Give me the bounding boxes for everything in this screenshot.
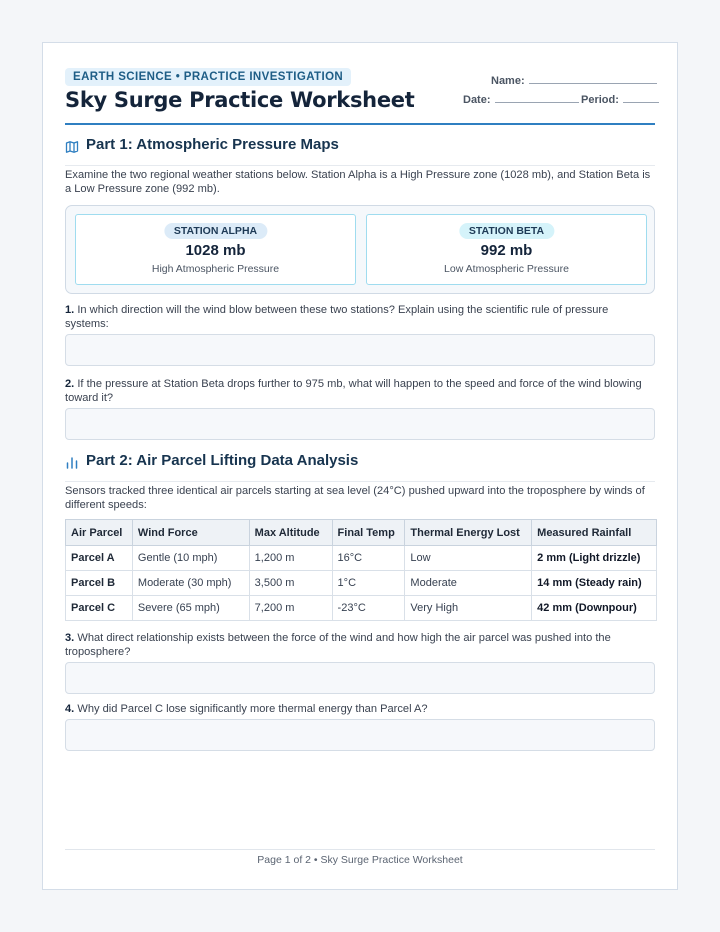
station-beta-value: 992 mb — [480, 242, 533, 259]
table-header: Measured Rainfall — [532, 520, 657, 546]
page-title: Sky Surge Practice Worksheet — [65, 88, 415, 112]
subject-badge: EARTH SCIENCE • PRACTICE INVESTIGATION — [65, 68, 351, 86]
worksheet-page — [42, 42, 678, 890]
table-cell: Very High — [405, 596, 532, 621]
stations-panel — [65, 205, 655, 294]
parcel-data-table — [65, 519, 657, 621]
table-header: Thermal Energy Lost — [405, 520, 532, 546]
table-header: Air Parcel — [66, 520, 133, 546]
table-cell: 1,200 m — [249, 546, 332, 571]
table-header: Final Temp — [332, 520, 405, 546]
name-label: Name: — [491, 75, 525, 87]
table-row — [66, 571, 657, 596]
station-beta-card — [366, 214, 647, 285]
question-4-text: Why did Parcel C lose significantly more thermal energy than Parcel A? — [74, 703, 428, 715]
answer-box-2[interactable] — [65, 408, 655, 440]
answer-box-1[interactable] — [65, 334, 655, 366]
table-header: Wind Force — [132, 520, 249, 546]
map-icon — [65, 140, 79, 154]
table-cell: Gentle (10 mph) — [132, 546, 249, 571]
part2-title: Part 2: Air Parcel Lifting Data Analysis — [86, 452, 359, 469]
worksheet-content — [65, 43, 655, 889]
table-cell: 16°C — [332, 546, 405, 571]
page-footer: Page 1 of 2 • Sky Surge Practice Worksheet — [257, 854, 463, 866]
table-cell: Parcel A — [66, 546, 133, 571]
name-field[interactable] — [491, 74, 657, 87]
part2-heading — [65, 452, 655, 482]
station-alpha-desc: High Atmospheric Pressure — [151, 263, 280, 275]
station-beta-label: STATION BETA — [459, 223, 554, 239]
header-divider — [65, 123, 655, 125]
table-row — [66, 546, 657, 571]
question-1 — [65, 303, 655, 331]
question-4 — [65, 702, 655, 716]
table-cell: 1°C — [332, 571, 405, 596]
table-header: Max Altitude — [249, 520, 332, 546]
part1-heading — [65, 136, 655, 166]
question-3 — [65, 631, 655, 659]
table-header-row — [66, 520, 657, 546]
station-alpha-value: 1028 mb — [185, 242, 246, 259]
question-2 — [65, 377, 655, 405]
period-line[interactable] — [623, 93, 659, 103]
station-alpha-card — [75, 214, 356, 285]
table-cell: 42 mm (Downpour) — [532, 596, 657, 621]
footer-divider — [65, 849, 655, 850]
answer-box-3[interactable] — [65, 662, 655, 694]
question-4-number: 4. — [65, 703, 75, 715]
period-field[interactable] — [581, 93, 659, 106]
table-row — [66, 596, 657, 621]
period-label: Period: — [581, 94, 619, 106]
table-cell: Moderate — [405, 571, 532, 596]
question-1-number: 1. — [65, 304, 75, 316]
question-3-number: 3. — [65, 632, 75, 644]
part1-title: Part 1: Atmospheric Pressure Maps — [86, 136, 339, 153]
part1-intro: Examine the two regional weather stations below. Station Alpha is a High Pressure zone (1028 mb), and Station Beta is a Low Pressure zone (992 mb). — [65, 169, 651, 195]
table-cell: 7,200 m — [249, 596, 332, 621]
answer-box-4[interactable] — [65, 719, 655, 751]
table-cell: Severe (65 mph) — [132, 596, 249, 621]
date-label: Date: — [463, 94, 491, 106]
date-field[interactable] — [463, 93, 579, 106]
table-cell: -23°C — [332, 596, 405, 621]
part2-intro: Sensors tracked three identical air parcels starting at sea level (24°C) pushed upward into the troposphere by winds of different speeds: — [65, 485, 645, 511]
name-line[interactable] — [529, 74, 657, 84]
table-cell: Parcel B — [66, 571, 133, 596]
question-2-number: 2. — [65, 378, 75, 390]
table-cell: 3,500 m — [249, 571, 332, 596]
date-line[interactable] — [495, 93, 579, 103]
table-cell: 14 mm (Steady rain) — [532, 571, 657, 596]
table-cell: Parcel C — [66, 596, 133, 621]
table-cell: Moderate (30 mph) — [132, 571, 249, 596]
station-beta-desc: Low Atmospheric Pressure — [444, 263, 569, 275]
question-3-text: What direct relationship exists between the force of the wind and how high the air parcel was pushed into the troposphere? — [65, 632, 611, 658]
bar-chart-icon — [65, 456, 79, 470]
station-alpha-label: STATION ALPHA — [164, 223, 267, 239]
table-cell: 2 mm (Light drizzle) — [532, 546, 657, 571]
table-cell: Low — [405, 546, 532, 571]
question-1-text: In which direction will the wind blow between these two stations? Explain using the scientific rule of pressure systems: — [65, 304, 609, 330]
question-2-text: If the pressure at Station Beta drops further to 975 mb, what will happen to the speed and force of the wind blowing toward it? — [65, 378, 642, 404]
